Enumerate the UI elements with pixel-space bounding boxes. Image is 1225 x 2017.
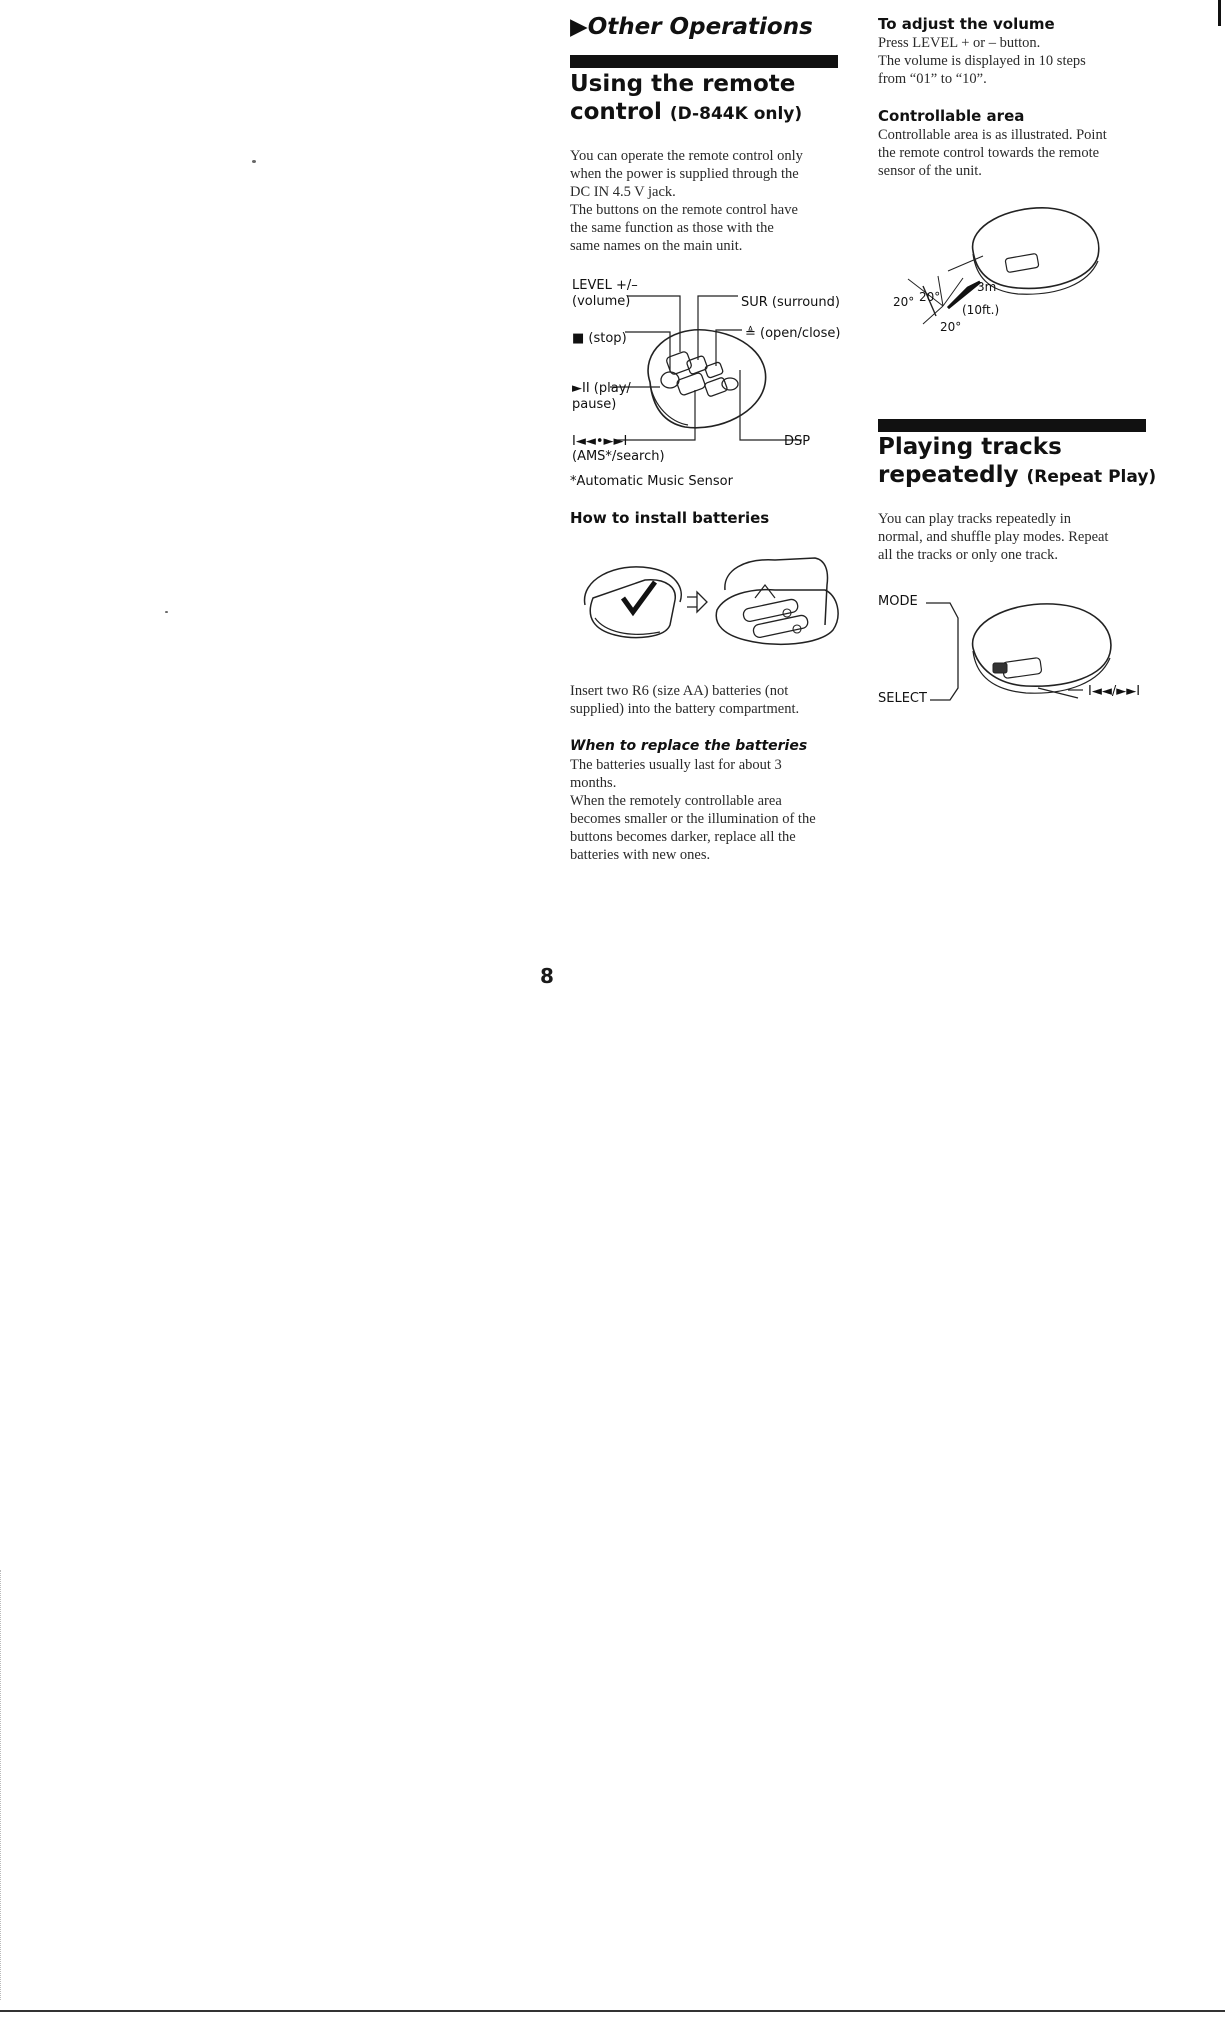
label-open-close: ≜ (open/close) — [745, 326, 841, 341]
area-distance-ft: (10ft.) — [962, 303, 1000, 317]
batteries-heading: How to install batteries — [570, 509, 770, 527]
text-line: The buttons on the remote control have — [570, 202, 798, 218]
page-edge-mark — [1218, 0, 1221, 26]
label-mode: MODE — [878, 594, 918, 609]
controllable-area-illustration — [888, 196, 1128, 356]
footnote: *Automatic Music Sensor — [570, 474, 733, 489]
text-line: Press LEVEL + or – button. — [878, 35, 1041, 51]
text-line: all the tracks or only one track. — [878, 547, 1058, 563]
text-line: Controllable area is as illustrated. Point — [878, 127, 1107, 143]
page-number: 8 — [540, 964, 554, 988]
text-line: The volume is displayed in 10 steps — [878, 53, 1086, 69]
text-line: DC IN 4.5 V jack. — [570, 184, 676, 200]
label-ams-2: (AMS*/search) — [572, 449, 665, 464]
label-volume: (volume) — [572, 294, 631, 309]
text-line: the remote control towards the remote — [878, 145, 1100, 161]
text-line: Insert two R6 (size AA) batteries (not — [570, 683, 789, 699]
text-line: batteries with new ones. — [570, 847, 711, 863]
area-angle-bottom: 20° — [940, 320, 962, 334]
area-angle-right: 20° — [919, 290, 941, 304]
label-play-pause-2: pause) — [572, 397, 617, 412]
section-label: ▶Other Operations — [570, 14, 813, 40]
label-play-pause-1: ►II (play/ — [572, 381, 631, 396]
label-select: SELECT — [878, 691, 927, 706]
section-bar — [878, 419, 1146, 432]
label-stop: ■ (stop) — [572, 331, 627, 346]
area-heading: Controllable area — [878, 107, 1025, 125]
label-sur: SUR (surround) — [741, 295, 840, 310]
battery-install-illustration — [575, 540, 855, 655]
batteries-paragraph — [570, 682, 860, 718]
repeat-paragraph — [878, 510, 1178, 564]
text-line: You can operate the remote control only — [570, 148, 803, 164]
remote-subtitle: (D-844K only) — [669, 104, 803, 124]
text-line: buttons becomes darker, replace all the — [570, 829, 796, 845]
text-line: from “01” to “10”. — [878, 71, 987, 87]
scan-speck — [252, 160, 256, 163]
label-dsp: DSP — [784, 434, 811, 449]
text-line: months. — [570, 775, 617, 791]
scan-speck — [165, 611, 168, 613]
text-line: supplied) into the battery compartment. — [570, 701, 800, 717]
area-angle-left: 20° — [893, 295, 915, 309]
volume-heading: To adjust the volume — [878, 15, 1055, 33]
section-bar — [570, 55, 838, 68]
text-line: becomes smaller or the illumination of the — [570, 811, 816, 827]
repeat-title-line1: Playing tracks — [878, 434, 1062, 460]
repeat-subtitle: (Repeat Play) — [1026, 467, 1157, 487]
remote-paragraph-2 — [570, 201, 860, 255]
text-line: The batteries usually last for about 3 — [570, 757, 782, 773]
page-bottom-border — [0, 2010, 1225, 2012]
remote-title-line1: Using the remote — [570, 71, 796, 97]
remote-paragraph-1 — [570, 147, 860, 201]
label-level: LEVEL +/– — [572, 278, 638, 293]
scan-edge-dots — [0, 1570, 2, 2000]
repeat-title — [878, 433, 1188, 491]
remote-title — [570, 70, 850, 128]
replace-heading: When to replace the batteries — [570, 738, 808, 754]
label-skip: I◄◄/►►I — [1088, 684, 1141, 699]
text-line: normal, and shuffle play modes. Repeat — [878, 529, 1109, 545]
text-line: same names on the main unit. — [570, 238, 743, 254]
replace-paragraph — [570, 756, 860, 864]
text-line: You can play tracks repeatedly in — [878, 511, 1072, 527]
text-line: the same function as those with the — [570, 220, 774, 236]
text-line: When the remotely controllable area — [570, 793, 782, 809]
area-distance-m: 3m — [977, 280, 997, 294]
remote-title-line2: control — [570, 99, 662, 125]
volume-paragraph — [878, 34, 1178, 88]
area-paragraph — [878, 126, 1178, 180]
text-line: sensor of the unit. — [878, 163, 982, 179]
text-line: when the power is supplied through the — [570, 166, 799, 182]
repeat-title-line2: repeatedly — [878, 462, 1019, 488]
label-ams-1: I◄◄•►►I — [572, 434, 628, 449]
